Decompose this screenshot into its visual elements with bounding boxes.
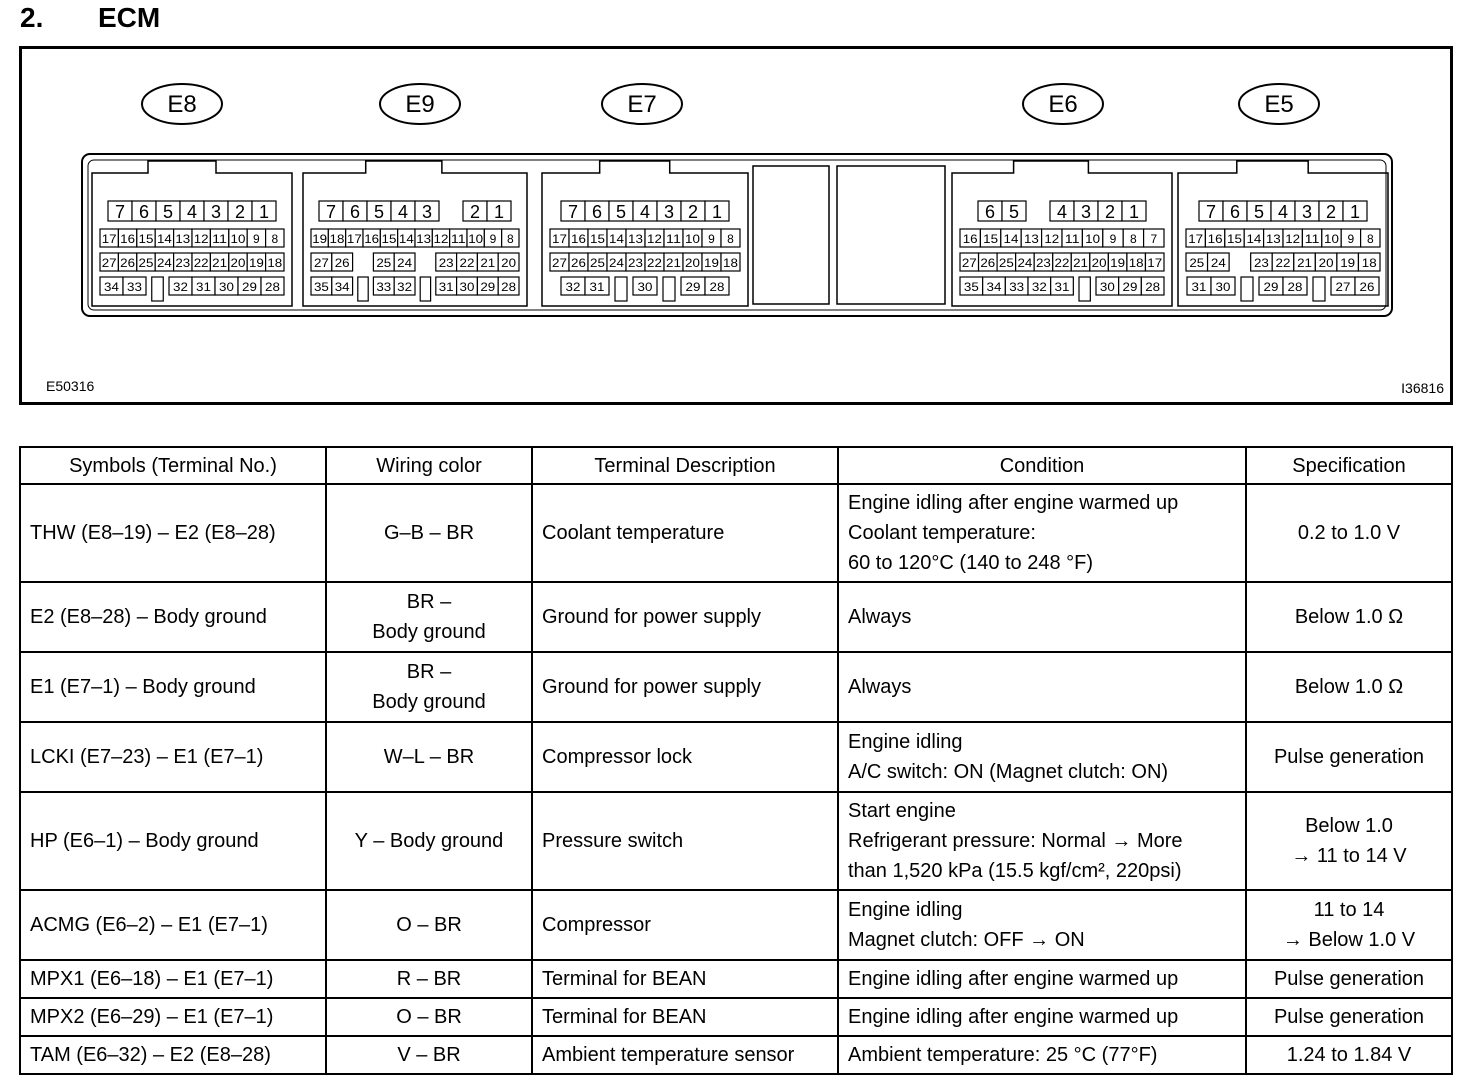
section-number: 2.: [20, 2, 44, 33]
terminal-number: 15: [138, 232, 154, 246]
terminal-number: 18: [1128, 256, 1144, 270]
cell-specification: Pulse generation: [1246, 960, 1452, 998]
cell-specification: Below 1.0 Ω: [1246, 582, 1452, 652]
terminal-number: 28: [709, 280, 725, 294]
terminal-number: 19: [312, 232, 328, 246]
terminal-number: 20: [1318, 256, 1334, 270]
cell-wiring-color: V – BR: [326, 1036, 532, 1074]
terminal-number: 21: [1297, 256, 1313, 270]
terminal-number: 30: [1215, 280, 1231, 294]
terminal-number: 7: [1150, 232, 1158, 246]
terminal-number: 8: [1366, 232, 1374, 246]
terminal-number: 19: [248, 256, 265, 270]
terminal-number: 18: [1361, 256, 1378, 270]
terminal-number: 26: [120, 256, 136, 270]
terminal-number: 27: [961, 256, 978, 270]
terminal-number: 26: [980, 256, 996, 270]
connector-lock-slot: [663, 277, 675, 301]
terminal-number: 1: [1128, 202, 1140, 222]
terminal-number: 8: [727, 232, 734, 246]
terminal-number: 5: [162, 202, 174, 222]
table-row: [20, 792, 1452, 890]
header-wiring-color: Wiring color: [326, 447, 532, 484]
cell-symbol: E1 (E7–1) – Body ground: [20, 652, 326, 722]
cell-condition: Always: [838, 582, 1246, 652]
terminal-number: 8: [1130, 232, 1137, 246]
cell-condition: Engine idling Magnet clutch: OFF → ON: [838, 890, 1246, 960]
header-condition: Condition: [838, 447, 1246, 484]
terminal-number: 14: [1003, 232, 1019, 246]
cell-wiring-color: W–L – BR: [326, 722, 532, 792]
terminal-number: 13: [175, 232, 191, 246]
cell-specification: Below 1.0 Ω: [1246, 652, 1452, 722]
terminal-number: 24: [156, 256, 173, 270]
terminal-number: 6: [349, 202, 361, 222]
connector-label: E5: [1264, 91, 1294, 118]
terminal-number: 22: [1275, 256, 1291, 270]
terminal-number: 30: [637, 280, 653, 294]
terminal-number: 16: [571, 232, 587, 246]
terminal-number: 9: [708, 232, 715, 246]
cell-symbol: LCKI (E7–23) – E1 (E7–1): [20, 722, 326, 792]
table-row: [20, 998, 1452, 1036]
terminal-number: 17: [1147, 256, 1163, 270]
terminal-number: 9: [489, 232, 497, 246]
terminal-number: 5: [373, 202, 385, 222]
terminal-number: 30: [219, 280, 235, 294]
terminal-number: 11: [212, 232, 228, 246]
terminal-number: 27: [552, 256, 568, 270]
terminal-number: 12: [1285, 232, 1301, 246]
terminal-number: 3: [1301, 202, 1313, 222]
connector-lock-slot: [358, 277, 368, 301]
connector-drawing: [22, 49, 1450, 402]
terminal-number: 1: [493, 202, 505, 222]
terminal-number: 29: [685, 280, 701, 294]
cell-specification: 0.2 to 1.0 V: [1246, 484, 1452, 582]
table-row: [20, 890, 1452, 960]
terminal-number: 11: [1304, 232, 1320, 246]
terminal-number: 17: [552, 232, 568, 246]
terminal-number: 23: [438, 256, 454, 270]
cell-condition: Ambient temperature: 25 °C (77°F): [838, 1036, 1246, 1074]
cell-wiring-color: R – BR: [326, 960, 532, 998]
connector-lock-slot: [1313, 277, 1325, 301]
terminal-number: 13: [628, 232, 644, 246]
terminal-number: 28: [265, 280, 281, 294]
cell-terminal-description: Terminal for BEAN: [532, 998, 838, 1036]
terminal-number: 28: [1145, 280, 1161, 294]
terminal-number: 20: [1091, 256, 1107, 270]
terminal-number: 1: [258, 202, 270, 222]
cell-symbol: TAM (E6–32) – E2 (E8–28): [20, 1036, 326, 1074]
terminal-number: 3: [421, 202, 433, 222]
cell-terminal-description: Coolant temperature: [532, 484, 838, 582]
terminal-number: 22: [459, 256, 475, 270]
terminal-number: 28: [501, 280, 517, 294]
terminal-number: 21: [1073, 256, 1089, 270]
connector-lock-slot: [152, 277, 164, 301]
terminal-number: 26: [334, 256, 350, 270]
terminal-number: 6: [1229, 202, 1241, 222]
terminal-number: 9: [253, 232, 260, 246]
ecm-connector-diagram: [19, 46, 1453, 405]
terminal-number: 18: [267, 256, 283, 270]
terminal-number: 32: [173, 280, 189, 294]
terminal-number: 4: [186, 202, 198, 222]
terminal-number: 19: [704, 256, 720, 270]
terminal-number: 3: [210, 202, 222, 222]
terminal-number: 10: [1085, 232, 1101, 246]
terminal-number: 2: [469, 202, 481, 222]
terminal-number: 14: [609, 232, 625, 246]
figure-code-left: E50316: [46, 378, 95, 394]
terminal-number: 10: [468, 232, 484, 246]
cell-terminal-description: Compressor lock: [532, 722, 838, 792]
terminal-number: 22: [1054, 256, 1070, 270]
cell-specification: 11 to 14 → Below 1.0 V: [1246, 890, 1452, 960]
terminal-number: 1: [711, 202, 723, 222]
terminal-number: 29: [480, 280, 496, 294]
terminal-number: 3: [1080, 202, 1092, 222]
terminal-number: 9: [1347, 232, 1355, 246]
terminal-number: 22: [647, 256, 663, 270]
cell-symbol: HP (E6–1) – Body ground: [20, 792, 326, 890]
terminal-number: 4: [397, 202, 409, 222]
terminal-number: 31: [1054, 280, 1070, 294]
blank-cavity: [837, 166, 945, 304]
terminal-number: 7: [567, 202, 579, 222]
terminal-number: 21: [212, 256, 228, 270]
header-symbols: Symbols (Terminal No.): [20, 447, 326, 484]
terminal-number: 24: [609, 256, 625, 270]
terminal-number: 5: [615, 202, 627, 222]
terminal-number: 28: [1287, 280, 1303, 294]
terminal-number: 7: [1205, 202, 1217, 222]
terminal-number: 23: [1036, 256, 1052, 270]
terminal-number: 10: [685, 232, 701, 246]
connector-label: E8: [167, 91, 197, 118]
terminal-number: 15: [590, 232, 606, 246]
terminal-number: 17: [1188, 232, 1204, 246]
terminal-number: 29: [1122, 280, 1138, 294]
section-title: ECM: [98, 2, 161, 33]
terminal-number: 34: [104, 280, 120, 294]
cell-symbol: THW (E8–19) – E2 (E8–28): [20, 484, 326, 582]
terminal-number: 23: [628, 256, 644, 270]
ecm-terminal-table: [19, 446, 1453, 1075]
cell-condition: Engine idling after engine warmed up: [838, 998, 1246, 1036]
terminal-number: 4: [1277, 202, 1289, 222]
terminal-number: 35: [963, 280, 980, 294]
terminal-number: 1: [1349, 202, 1361, 222]
terminal-number: 26: [1359, 280, 1375, 294]
terminal-number: 3: [663, 202, 675, 222]
terminal-number: 24: [1017, 256, 1033, 270]
table-row: [20, 722, 1452, 792]
terminal-number: 7: [325, 202, 337, 222]
terminal-number: 2: [687, 202, 699, 222]
terminal-number: 32: [397, 280, 413, 294]
terminal-number: 6: [138, 202, 150, 222]
terminal-number: 16: [364, 232, 380, 246]
connector-lock-slot: [615, 277, 627, 301]
terminal-number: 19: [1340, 256, 1356, 270]
terminal-number: 15: [983, 232, 999, 246]
terminal-number: 21: [480, 256, 496, 270]
cell-condition: Always: [838, 652, 1246, 722]
cell-terminal-description: Ground for power supply: [532, 582, 838, 652]
cell-terminal-description: Compressor: [532, 890, 838, 960]
terminal-number: 10: [230, 232, 246, 246]
terminal-number: 22: [193, 256, 209, 270]
terminal-number: 5: [1253, 202, 1265, 222]
terminal-number: 31: [438, 280, 454, 294]
terminal-number: 23: [1254, 256, 1270, 270]
terminal-number: 17: [101, 232, 117, 246]
terminal-number: 12: [647, 232, 663, 246]
terminal-number: 6: [591, 202, 603, 222]
blank-cavity: [753, 166, 829, 304]
terminal-number: 33: [376, 280, 392, 294]
terminal-number: 33: [1009, 280, 1025, 294]
terminal-number: 31: [196, 280, 212, 294]
terminal-number: 2: [1325, 202, 1337, 222]
terminal-number: 6: [984, 202, 996, 222]
terminal-number: 29: [242, 280, 258, 294]
terminal-number: 31: [589, 280, 605, 294]
terminal-number: 2: [1104, 202, 1116, 222]
cell-terminal-description: Terminal for BEAN: [532, 960, 838, 998]
terminal-number: 26: [571, 256, 587, 270]
terminal-number: 8: [271, 232, 279, 246]
terminal-number: 4: [1056, 202, 1068, 222]
terminal-number: 33: [127, 280, 143, 294]
terminal-number: 25: [590, 256, 606, 270]
terminal-number: 7: [114, 202, 126, 222]
terminal-number: 4: [639, 202, 651, 222]
connector-label: E6: [1048, 91, 1078, 118]
terminal-number: 14: [156, 232, 173, 246]
terminal-number: 11: [666, 232, 682, 246]
cell-specification: Pulse generation: [1246, 998, 1452, 1036]
terminal-number: 25: [1189, 256, 1205, 270]
header-specification: Specification: [1246, 447, 1452, 484]
terminal-number: 29: [1263, 280, 1279, 294]
terminal-number: 13: [416, 232, 432, 246]
terminal-number: 34: [986, 280, 1002, 294]
terminal-number: 13: [1265, 232, 1282, 246]
terminal-number: 16: [120, 232, 136, 246]
cell-wiring-color: BR – Body ground: [326, 582, 532, 652]
cell-wiring-color: G–B – BR: [326, 484, 532, 582]
connector-lock-slot: [1241, 277, 1253, 301]
terminal-number: 15: [381, 232, 397, 246]
connector-label: E7: [627, 91, 657, 118]
table-row: [20, 1036, 1452, 1074]
terminal-number: 21: [666, 256, 682, 270]
terminal-number: 14: [1246, 232, 1262, 246]
cell-condition: Engine idling A/C switch: ON (Magnet clutch: ON): [838, 722, 1246, 792]
terminal-number: 24: [1210, 256, 1227, 270]
terminal-number: 30: [1099, 280, 1116, 294]
terminal-number: 11: [450, 232, 467, 246]
terminal-number: 16: [1207, 232, 1223, 246]
terminal-number: 27: [1335, 280, 1351, 294]
table-row: [20, 484, 1452, 582]
terminal-number: 27: [313, 256, 330, 270]
terminal-number: 5: [1008, 202, 1020, 222]
cell-specification: Below 1.0 → 11 to 14 V: [1246, 792, 1452, 890]
connector-label: E9: [405, 91, 435, 118]
terminal-number: 18: [723, 256, 739, 270]
cell-wiring-color: O – BR: [326, 998, 532, 1036]
terminal-number: 20: [685, 256, 701, 270]
cell-wiring-color: O – BR: [326, 890, 532, 960]
cell-symbol: ACMG (E6–2) – E1 (E7–1): [20, 890, 326, 960]
terminal-number: 15: [1227, 232, 1243, 246]
terminal-number: 23: [175, 256, 191, 270]
table-row: [20, 652, 1452, 722]
cell-terminal-description: Ambient temperature sensor: [532, 1036, 838, 1074]
cell-terminal-description: Pressure switch: [532, 792, 838, 890]
terminal-number: 20: [501, 256, 517, 270]
terminal-number: 24: [397, 256, 413, 270]
cell-symbol: MPX2 (E6–29) – E1 (E7–1): [20, 998, 326, 1036]
table-row: [20, 960, 1452, 998]
cell-terminal-description: Ground for power supply: [532, 652, 838, 722]
terminal-number: 25: [138, 256, 154, 270]
cell-condition: Start engine Refrigerant pressure: Normal → More than 1,520 kPa (15.5 kgf/cm², 220psi): [838, 792, 1246, 890]
terminal-number: 10: [1324, 232, 1340, 246]
cell-condition: Engine idling after engine warmed up: [838, 960, 1246, 998]
table-header-row: [20, 447, 1452, 484]
terminal-number: 20: [230, 256, 246, 270]
cell-symbol: MPX1 (E6–18) – E1 (E7–1): [20, 960, 326, 998]
terminal-number: 13: [1023, 232, 1040, 246]
terminal-number: 35: [313, 280, 330, 294]
terminal-number: 32: [565, 280, 581, 294]
terminal-number: 32: [1031, 280, 1048, 294]
terminal-number: 25: [376, 256, 392, 270]
terminal-number: 12: [433, 232, 449, 246]
terminal-number: 12: [1044, 232, 1060, 246]
table-row: [20, 582, 1452, 652]
connector-lock-slot: [420, 277, 430, 301]
connector-lock-slot: [1079, 277, 1090, 301]
cell-specification: 1.24 to 1.84 V: [1246, 1036, 1452, 1074]
terminal-number: 14: [398, 232, 415, 246]
cell-condition: Engine idling after engine warmed up Coolant temperature: 60 to 120°C (140 to 248 °F): [838, 484, 1246, 582]
terminal-number: 16: [962, 232, 978, 246]
terminal-number: 30: [459, 280, 475, 294]
figure-code-right: I36816: [1401, 380, 1444, 396]
header-terminal-description: Terminal Description: [532, 447, 838, 484]
terminal-number: 19: [1110, 256, 1126, 270]
terminal-number: 11: [1064, 232, 1081, 246]
terminal-number: 25: [998, 256, 1015, 270]
terminal-number: 9: [1109, 232, 1117, 246]
terminal-number: 34: [334, 280, 350, 294]
terminal-number: 27: [101, 256, 117, 270]
terminal-number: 31: [1191, 280, 1207, 294]
terminal-number: 12: [193, 232, 209, 246]
cell-specification: Pulse generation: [1246, 722, 1452, 792]
section-heading: [20, 2, 160, 34]
terminal-number: 17: [346, 232, 363, 246]
cell-wiring-color: BR – Body ground: [326, 652, 532, 722]
terminal-number: 18: [329, 232, 345, 246]
terminal-number: 2: [234, 202, 246, 222]
terminal-number: 8: [506, 232, 514, 246]
cell-wiring-color: Y – Body ground: [326, 792, 532, 890]
cell-symbol: E2 (E8–28) – Body ground: [20, 582, 326, 652]
